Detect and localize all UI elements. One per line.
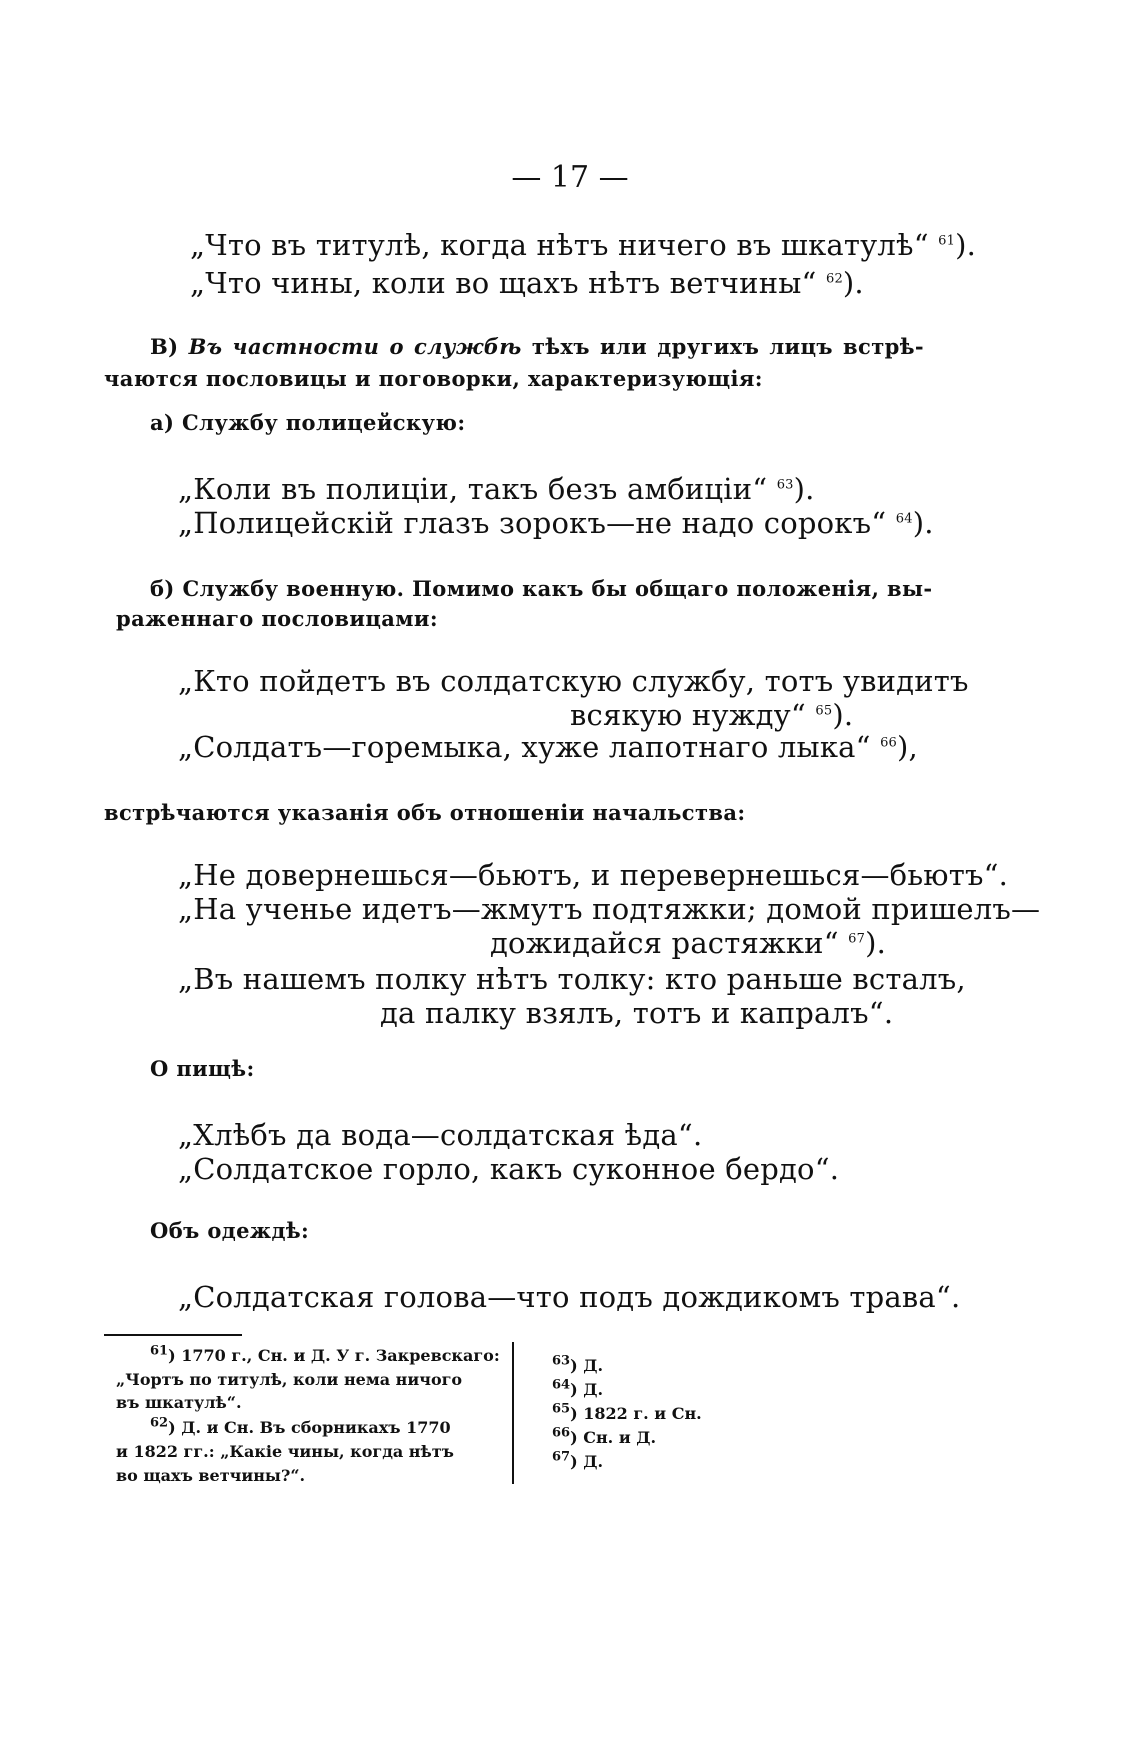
footnote [150, 1343, 500, 1365]
proverb-line: да палку взялъ, тотъ и капралъ“. [380, 996, 894, 1030]
footnote-ref: 64 [895, 511, 913, 527]
proverb-line: „Солдатская голова—что подъ дождикомъ трава“. [178, 1280, 961, 1314]
proverb-line: „На ученье идетъ—жмутъ подтяжки; домой пришелъ— [178, 892, 1041, 926]
proverb-text: „Солдатъ—горемыка, хуже лапотнаго лыка“ [178, 730, 881, 764]
paragraph-line: б) Службу военную. Помимо какъ бы общаго положенія, вы- [150, 576, 933, 601]
footnote-line: во щахъ ветчины?“. [116, 1466, 306, 1485]
subsection-heading: О пищѣ: [150, 1056, 255, 1081]
proverb-text: всякую нужду“ [570, 698, 816, 732]
footnote-line: въ шкатулѣ“. [116, 1393, 242, 1412]
footnote-ref: 62 [825, 271, 843, 287]
proverb-end: ), [897, 730, 918, 764]
footnote-column-divider [512, 1342, 514, 1484]
section-label: В) [150, 334, 179, 359]
footnote-ref: 66 [880, 735, 898, 751]
paragraph-line: встрѣчаются указанія объ отношеніи начальства: [104, 800, 746, 825]
proverb-line [190, 266, 864, 300]
footnote-line: „Чортъ по титулѣ, коли нема ничого [116, 1370, 463, 1389]
footnote-text: ) Д. и Сн. Въ сборникахъ 1770 [168, 1418, 451, 1437]
proverb-text: „Что чины, коли во щахъ нѣтъ ветчины“ [190, 266, 826, 300]
proverb-text: дожидайся растяжки“ [490, 926, 849, 960]
italic-phrase: Въ частности о службѣ [188, 334, 522, 359]
footnote [552, 1401, 702, 1423]
page-number: — 17 — [511, 160, 629, 195]
footnote [552, 1425, 657, 1447]
footnote-rule [104, 1334, 242, 1336]
proverb-end: ). [832, 698, 854, 732]
proverb-line [178, 730, 918, 764]
proverb-end: ). [842, 266, 864, 300]
proverb-end: ). [955, 228, 977, 262]
paragraph-text: тѣхъ или другихъ лицъ встрѣ- [521, 334, 924, 359]
footnote-ref: 67 [848, 931, 866, 947]
footnote [552, 1377, 604, 1399]
proverb-end: ). [912, 506, 934, 540]
footnote [552, 1353, 604, 1375]
footnote-number: 65 [552, 1401, 571, 1417]
footnote-ref: 61 [938, 233, 956, 249]
proverb-end: ). [865, 926, 887, 960]
footnote-text: ) Д. [570, 1356, 604, 1375]
paragraph-line: раженнаго пословицами: [116, 606, 439, 631]
footnote-number: 63 [552, 1353, 571, 1369]
proverb-line [190, 228, 976, 262]
proverb-line: „Кто пойдетъ въ солдатскую службу, тотъ увидитъ [178, 664, 969, 698]
proverb-line: „Хлѣбъ да вода—солдатская ѣда“. [178, 1118, 703, 1152]
proverb-line [490, 926, 886, 960]
proverb-line: „Солдатское горло, какъ суконное бердо“. [178, 1152, 840, 1186]
footnote [150, 1415, 451, 1437]
footnote-text: ) 1770 г., Сн. и Д. У г. Закревскаго: [168, 1346, 500, 1365]
proverb-end: ). [793, 472, 815, 506]
subsection-heading: а) Службу полицейскую: [150, 410, 466, 435]
footnote [552, 1449, 604, 1471]
proverb-text: „Полицейскій глазъ зорокъ—не надо сорокъ“ [178, 506, 896, 540]
footnote-number: 66 [552, 1425, 571, 1441]
proverb-line [570, 698, 853, 732]
proverb-line [178, 506, 934, 540]
footnote-ref: 65 [815, 703, 833, 719]
footnote-number: 61 [150, 1343, 169, 1359]
footnote-text: ) Д. [570, 1380, 604, 1399]
footnote-ref: 63 [776, 477, 794, 493]
paragraph-line: чаются пословицы и поговорки, характеризующія: [104, 366, 763, 391]
proverb-line: „Не довернешься—бьютъ, и перевернешься—бьютъ“. [178, 858, 1009, 892]
footnote-number: 62 [150, 1415, 169, 1431]
footnote-number: 64 [552, 1377, 571, 1393]
proverb-line: „Въ нашемъ полку нѣтъ толку: кто раньше всталъ, [178, 962, 966, 996]
proverb-text: „Что въ титулѣ, когда нѣтъ ничего въ шкатулѣ“ [190, 228, 939, 262]
proverb-text: „Коли въ полиціи, такъ безъ амбиціи“ [178, 472, 777, 506]
paragraph-line [150, 334, 924, 359]
footnote-line: и 1822 гг.: „Какіе чины, когда нѣтъ [116, 1442, 454, 1461]
footnote-text: ) Сн. и Д. [570, 1428, 657, 1447]
proverb-line [178, 472, 815, 506]
subsection-heading: Объ одеждѣ: [150, 1218, 310, 1243]
footnote-text: ) 1822 г. и Сн. [570, 1404, 702, 1423]
footnote-number: 67 [552, 1449, 571, 1465]
footnote-text: ) Д. [570, 1452, 604, 1471]
